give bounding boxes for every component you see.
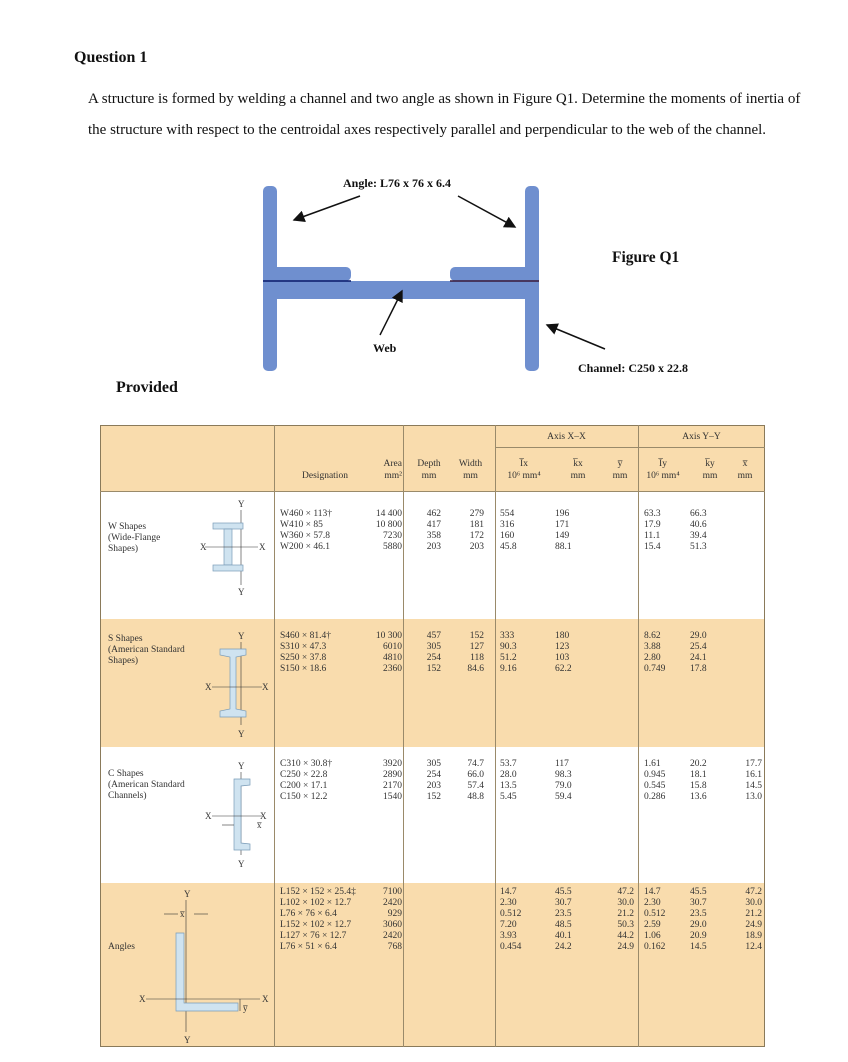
table-cell: 88.1 — [555, 542, 572, 552]
width-unit: mm — [463, 471, 478, 481]
table-cell: S460 × 81.4† — [280, 631, 332, 641]
table-cell: 90.3 — [500, 642, 517, 652]
depth-header: Depth — [417, 459, 441, 469]
table-cell: 14.7 — [644, 887, 661, 897]
table-cell: 16.1 — [745, 770, 762, 780]
table-cell: 358 — [426, 531, 441, 541]
table-cell: 316 — [500, 520, 515, 530]
table-cell: 254 — [426, 770, 441, 780]
table-cell: 24.2 — [555, 942, 572, 952]
table-cell: 21.2 — [745, 909, 762, 919]
table-cell: W360 × 57.8 — [280, 531, 330, 541]
col-area-group-2 — [353, 759, 402, 803]
arrow-to-left-angle — [294, 196, 360, 220]
table-cell: 203 — [426, 781, 441, 791]
table-cell: C150 × 12.2 — [280, 792, 328, 802]
col-xbar-group-2 — [728, 759, 762, 803]
col-kx-group-1 — [555, 631, 595, 675]
table-cell: 333 — [500, 631, 515, 641]
table-cell: 24.9 — [745, 920, 762, 930]
table-cell: 17.7 — [745, 759, 762, 769]
table-cell: 13.6 — [690, 792, 707, 802]
axis-xx-header: Axis X–X — [547, 432, 586, 442]
table-cell: C250 × 22.8 — [280, 770, 328, 780]
table-cell: 45.8 — [500, 542, 517, 552]
table-cell: 23.5 — [690, 909, 707, 919]
table-cell: 13.5 — [500, 781, 517, 791]
col-ky-group-1 — [690, 631, 726, 675]
table-cell: 45.5 — [690, 887, 707, 897]
table-cell: 11.1 — [644, 531, 661, 541]
col-kx-group-3 — [555, 887, 595, 953]
table-cell: 30.0 — [745, 898, 762, 908]
col-ky-group-3 — [690, 887, 726, 953]
col-iy-group-3 — [644, 887, 684, 953]
table-cell: 30.7 — [555, 898, 572, 908]
s-shapes-category: S Shapes (American Standard Shapes) — [108, 634, 185, 666]
ybar-header: y̅ — [617, 459, 623, 469]
table-cell: 123 — [555, 642, 570, 652]
arrow-to-right-angle — [458, 196, 515, 227]
figure-caption: Figure Q1 — [612, 249, 680, 266]
table-cell: 417 — [426, 520, 441, 530]
w-shape-axis-x-left: X — [200, 542, 207, 552]
table-cell: L102 × 102 × 12.7 — [280, 898, 352, 908]
ky-header: k̅y — [705, 459, 715, 469]
table-cell: 305 — [426, 759, 441, 769]
table-cell: 20.9 — [690, 931, 707, 941]
table-cell: 2420 — [383, 898, 402, 908]
w-shape-icon — [200, 497, 270, 597]
table-cell: 17.8 — [690, 664, 707, 674]
table-cell: 13.0 — [745, 792, 762, 802]
table-cell: S150 × 18.6 — [280, 664, 327, 674]
table-cell: 18.9 — [745, 931, 762, 941]
table-cell: 0.749 — [644, 664, 666, 674]
channel-right-flange — [525, 281, 539, 371]
angle-shape-icon — [136, 887, 276, 1045]
figure-q1 — [230, 170, 730, 385]
w-shapes-category: W Shapes (Wide-Flange Shapes) — [108, 522, 161, 554]
table-cell: 48.5 — [555, 920, 572, 930]
table-cell: 20.2 — [690, 759, 707, 769]
table-cell: 180 — [555, 631, 570, 641]
table-cell: 554 — [500, 509, 515, 519]
table-cell: 7230 — [383, 531, 402, 541]
table-cell: 160 — [500, 531, 515, 541]
s-shape-axis-y-top: Y — [238, 631, 245, 641]
col-ybar-group-3 — [602, 887, 634, 953]
table-cell: 118 — [470, 653, 484, 663]
arrow-to-channel — [547, 325, 605, 349]
table-cell: 29.0 — [690, 920, 707, 930]
table-cell: 0.512 — [644, 909, 666, 919]
table-cell: 50.3 — [617, 920, 634, 930]
table-cell: 181 — [469, 520, 484, 530]
iy-unit: 10⁶ mm⁴ — [646, 471, 680, 481]
table-cell: 51.3 — [690, 542, 707, 552]
table-cell: 39.4 — [690, 531, 707, 541]
col-area-group-1 — [353, 631, 402, 675]
table-cell: 14.5 — [745, 781, 762, 791]
table-cell: 279 — [469, 509, 484, 519]
table-cell: 30.7 — [690, 898, 707, 908]
c-shapes-category: C Shapes (American Standard Channels) — [108, 769, 185, 801]
col-xbar-group-3 — [728, 887, 762, 953]
table-cell: 172 — [469, 531, 484, 541]
col-ky-group-0 — [690, 509, 726, 553]
table-cell: 18.1 — [690, 770, 707, 780]
table-cell: 84.6 — [467, 664, 484, 674]
provided-heading: Provided — [116, 379, 178, 396]
table-cell: 15.4 — [644, 542, 661, 552]
col-iy-group-2 — [644, 759, 684, 803]
table-cell: 48.8 — [467, 792, 484, 802]
table-cell: 0.286 — [644, 792, 666, 802]
s-shape-axis-x-left: X — [205, 682, 212, 692]
left-angle-horizontal-leg — [263, 267, 351, 281]
table-cell: 9.16 — [500, 664, 517, 674]
table-cell: 66.3 — [690, 509, 707, 519]
table-cell: 2.30 — [644, 898, 661, 908]
table-cell: 51.2 — [500, 653, 517, 663]
table-cell: 53.7 — [500, 759, 517, 769]
width-header: Width — [458, 459, 483, 469]
c-shape-xbar-label: x̅ — [257, 820, 262, 830]
table-cell: 3.88 — [644, 642, 661, 652]
table-cell: 7100 — [383, 887, 402, 897]
table-cell: 1540 — [383, 792, 402, 802]
col-depth-group-1 — [405, 631, 441, 675]
table-cell: 152 — [469, 631, 484, 641]
table-cell: 3920 — [383, 759, 402, 769]
depth-unit: mm — [421, 471, 437, 481]
table-cell: 1.06 — [644, 931, 661, 941]
table-cell: 768 — [387, 942, 402, 952]
table-cell: 2.80 — [644, 653, 661, 663]
table-cell: 0.545 — [644, 781, 666, 791]
table-cell: 14.7 — [500, 887, 517, 897]
w-shape-axis-y-top: Y — [238, 499, 245, 509]
xbar-unit: mm — [737, 471, 753, 481]
table-cell: L152 × 102 × 12.7 — [280, 920, 352, 930]
table-cell: 0.162 — [644, 942, 666, 952]
col-area-group-0 — [353, 509, 402, 553]
table-cell: 66.0 — [467, 770, 484, 780]
question-title: Question 1 — [74, 49, 148, 66]
table-cell: 24.1 — [690, 653, 707, 663]
table-cell: 74.7 — [467, 759, 484, 769]
table-cell: 63.3 — [644, 509, 661, 519]
col-area-group-3 — [353, 887, 402, 953]
area-unit: mm² — [384, 471, 402, 481]
table-cell: 29.0 — [690, 631, 707, 641]
table-cell: C310 × 30.8† — [280, 759, 333, 769]
table-cell: S310 × 47.3 — [280, 642, 327, 652]
table-cell: 5.45 — [500, 792, 517, 802]
table-cell: 8.62 — [644, 631, 661, 641]
table-cell: 2.59 — [644, 920, 661, 930]
table-cell: 2360 — [383, 664, 402, 674]
table-cell: 0.454 — [500, 942, 522, 952]
col-kx-group-2 — [555, 759, 595, 803]
table-cell: 57.4 — [467, 781, 484, 791]
table-cell: 40.6 — [690, 520, 707, 530]
table-cell: 305 — [426, 642, 441, 652]
table-cell: 40.1 — [555, 931, 572, 941]
table-cell: 2170 — [383, 781, 402, 791]
table-cell: 2420 — [383, 931, 402, 941]
table-cell: 929 — [387, 909, 402, 919]
table-cell: 0.512 — [500, 909, 522, 919]
ix-header: I̅x — [520, 459, 528, 469]
table-cell: 196 — [555, 509, 570, 519]
table-cell: 14.5 — [690, 942, 707, 952]
properties-table — [100, 425, 765, 1047]
col-ix-group-2 — [500, 759, 542, 803]
table-cell: 152 — [426, 792, 441, 802]
kx-unit: mm — [570, 471, 586, 481]
table-cell: L76 × 51 × 6.4 — [280, 942, 337, 952]
table-cell: 79.0 — [555, 781, 572, 791]
table-cell: 10 300 — [375, 631, 402, 641]
xbar-header: x̅ — [742, 459, 748, 469]
table-cell: 127 — [469, 642, 484, 652]
table-cell: 254 — [426, 653, 441, 663]
area-header: Area — [383, 459, 402, 469]
table-cell: L127 × 76 × 12.7 — [280, 931, 347, 941]
table-cell: 21.2 — [617, 909, 634, 919]
c-shape-axis-y-bottom: Y — [238, 859, 245, 869]
table-cell: 28.0 — [500, 770, 517, 780]
table-cell: 149 — [555, 531, 570, 541]
designation-header: Designation — [302, 471, 348, 481]
table-cell: 47.2 — [617, 887, 634, 897]
table-cell: 3060 — [383, 920, 402, 930]
col-ix-group-0 — [500, 509, 542, 553]
s-shape-icon — [200, 629, 270, 741]
col-ix-group-3 — [500, 887, 542, 953]
w-shape-axis-x-right: X — [259, 542, 266, 552]
ix-unit: 10⁶ mm⁴ — [507, 471, 541, 481]
table-cell: 45.5 — [555, 887, 572, 897]
col-kx-group-0 — [555, 509, 595, 553]
angle-axis-x-right: X — [262, 994, 269, 1004]
table-cell: W200 × 46.1 — [280, 542, 330, 552]
c-shape-axis-x-right: X — [260, 811, 267, 821]
angle-ybar-label: y̅ — [243, 1003, 248, 1013]
ky-unit: mm — [702, 471, 718, 481]
table-cell: 14 400 — [375, 509, 402, 519]
axis-yy-header: Axis Y–Y — [682, 432, 721, 442]
table-cell: 171 — [555, 520, 570, 530]
col-width-group-1 — [440, 631, 484, 675]
table-cell: 47.2 — [745, 887, 762, 897]
table-cell: 59.4 — [555, 792, 572, 802]
table-cell: 203 — [469, 542, 484, 552]
table-cell: 117 — [555, 759, 569, 769]
table-cell: 24.9 — [617, 942, 634, 952]
table-cell: 457 — [426, 631, 441, 641]
col-width-group-0 — [440, 509, 484, 553]
table-cell: 3.93 — [500, 931, 517, 941]
table-cell: 2.30 — [500, 898, 517, 908]
table-cell: 103 — [555, 653, 570, 663]
angle-axis-y-top: Y — [184, 889, 191, 899]
c-shape-axis-y-top: Y — [238, 761, 245, 771]
table-cell: 15.8 — [690, 781, 707, 791]
table-cell: 98.3 — [555, 770, 572, 780]
w-shape-axis-y-bottom: Y — [238, 587, 245, 597]
table-cell: 10 800 — [375, 520, 402, 530]
c-shape-icon — [200, 759, 270, 871]
angles-category: Angles — [108, 942, 135, 952]
table-cell: 12.4 — [745, 942, 762, 952]
col-iy-group-1 — [644, 631, 684, 675]
table-cell: 0.945 — [644, 770, 666, 780]
col-depth-group-2 — [405, 759, 441, 803]
table-cell: 7.20 — [500, 920, 517, 930]
angle-xbar-label: x̅ — [180, 909, 185, 919]
right-angle-horizontal-leg — [450, 267, 539, 281]
table-cell: W410 × 85 — [280, 520, 323, 530]
table-cell: 4810 — [383, 653, 402, 663]
iy-header: I̅y — [659, 459, 667, 469]
table-cell: L76 × 76 × 6.4 — [280, 909, 337, 919]
table-cell: 17.9 — [644, 520, 661, 530]
table-cell: 5880 — [383, 542, 402, 552]
channel-left-flange — [263, 281, 277, 371]
angle-axis-x-left: X — [139, 994, 146, 1004]
c-shape-axis-x-left: X — [205, 811, 212, 821]
table-cell: C200 × 17.1 — [280, 781, 328, 791]
table-cell: W460 × 113† — [280, 509, 332, 519]
table-cell: 30.0 — [617, 898, 634, 908]
table-cell: 25.4 — [690, 642, 707, 652]
angle-label: Angle: L76 x 76 x 6.4 — [343, 176, 451, 190]
col-iy-group-0 — [644, 509, 684, 553]
table-cell: 462 — [426, 509, 441, 519]
channel-web — [263, 281, 539, 299]
kx-header: k̅x — [573, 459, 583, 469]
col-ix-group-1 — [500, 631, 542, 675]
ybar-unit: mm — [612, 471, 628, 481]
s-shape-axis-x-right: X — [262, 682, 269, 692]
table-cell: 62.2 — [555, 664, 572, 674]
angle-axis-y-bottom: Y — [184, 1035, 191, 1045]
table-cell: 23.5 — [555, 909, 572, 919]
table-cell: 1.61 — [644, 759, 661, 769]
table-cell: 152 — [426, 664, 441, 674]
col-ky-group-2 — [690, 759, 726, 803]
table-cell: 6010 — [383, 642, 402, 652]
question-body: A structure is formed by welding a channel and two angle as shown in Figure Q1. Determine the moments of inertia of the structure with respect to the centroidal axes respectively parallel and perpendicular to the web of the channel. — [88, 91, 801, 138]
channel-label: Channel: C250 x 22.8 — [578, 361, 689, 375]
table-cell: 203 — [426, 542, 441, 552]
table-cell: 2890 — [383, 770, 402, 780]
s-shape-axis-y-bottom: Y — [238, 729, 245, 739]
table-cell: S250 × 37.8 — [280, 653, 327, 663]
table-cell: 44.2 — [617, 931, 634, 941]
table-cell: L152 × 152 × 25.4‡ — [280, 887, 356, 897]
web-label: Web — [373, 341, 397, 355]
col-width-group-2 — [440, 759, 484, 803]
col-depth-group-0 — [405, 509, 441, 553]
